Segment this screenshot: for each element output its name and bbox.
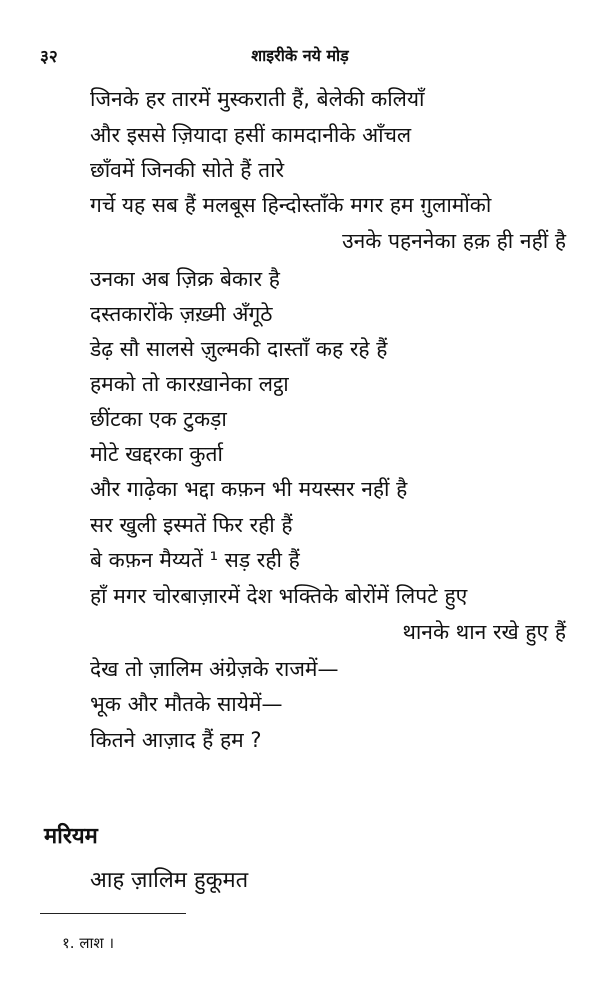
page-number: ३२	[40, 47, 58, 67]
speaker-name: मरियम	[44, 824, 98, 849]
verse-line: और गाढ़ेका भद्दा कफ़न भी मयस्सर नहीं है	[90, 477, 408, 501]
verse-line: छींटका एक टुकड़ा	[90, 407, 227, 431]
verse-line: भूक और मौतके सायेमें—	[90, 692, 283, 716]
verse-line-continuation: थानके थान रखे हुए हैं	[402, 620, 566, 644]
verse-line: छाँवमें जिनकी सोते हैं तारे	[90, 158, 285, 182]
verse-line: बे कफ़न मैय्यतें ¹ सड़ रही हैं	[90, 548, 300, 572]
footnote-divider	[40, 913, 186, 914]
running-head: शाइरीके नये मोड़	[251, 46, 349, 65]
verse-line: दस्तकारोंके ज़ख़्मी अँगूठे	[90, 302, 273, 326]
footnote: १. लाश ।	[62, 934, 115, 952]
verse-line: और इससे ज़ियादा हसीं कामदानीके आँचल	[90, 123, 412, 147]
verse-line: डेढ़ सौ सालसे ज़ुल्मकी दास्ताँ कह रहे हैं	[90, 337, 388, 361]
verse-line: सर खुली इस्मतें फिर रही हैं	[90, 513, 293, 537]
verse-line: जिनके हर तारमें मुस्कराती हैं, बेलेकी कलियाँ	[90, 87, 425, 111]
verse-line: हाँ मगर चोरबाज़ारमें देश भक्तिके बोरोंमें लिपटे हुए	[90, 584, 468, 608]
verse-line: कितने आज़ाद हैं हम ?	[90, 728, 262, 752]
verse-line-continuation: उनके पहननेका हक़ ही नहीं है	[342, 229, 566, 253]
verse-line: हमको तो कारख़ानेका लट्ठा	[90, 372, 289, 396]
verse-line: मोटे खद्दरका कुर्ता	[90, 442, 223, 466]
dialogue-line: आह ज़ालिम हुकूमत	[90, 868, 249, 893]
verse-line: देख तो ज़ालिम अंग्रेज़के राजमें—	[90, 657, 339, 681]
verse-line: उनका अब ज़िक्र बेकार है	[90, 267, 280, 291]
verse-line: गर्चे यह सब हैं मलबूस हिन्दोस्ताँके मगर हम ग़ुलामोंको	[90, 193, 492, 217]
